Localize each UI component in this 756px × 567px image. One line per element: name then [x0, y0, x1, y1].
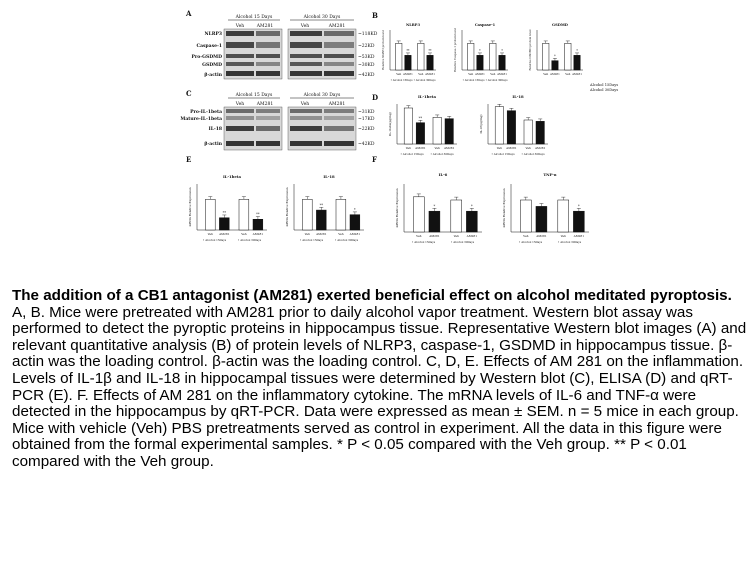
panel-a-size-label: ~22KD [358, 44, 375, 49]
panel-a-veh-2: Veh [300, 24, 310, 29]
panel-c-letter: C [186, 89, 192, 98]
chart-bar [573, 211, 584, 232]
chart-bar [205, 199, 215, 230]
chart-y-label: mRNA Relative Expression [285, 187, 289, 227]
chart-group-label: • Alcohol 30Days [485, 79, 508, 82]
chart-tick-label: Veh [453, 234, 459, 238]
panel-c-veh-2: Veh [300, 102, 310, 107]
chart-group-label: • Alcohol 30Days [237, 239, 262, 242]
chart-tick-label: AM281 [534, 146, 546, 150]
caption-body: A, B. Mice were pretreated with AM281 prior to daily alcohol vapor treatment. Western blot assay was performed to detect the pyroptic proteins in hippocampus tissue. Representative Western blot images (A) and relevant quantitative analysis (B) of protein levels of NLRP3, caspase-1, GSDMD in hippocampus tissue. β-actin was the loading control. β-actin was the loading control. C, D, E. Effects of AM 281 on the inflammation. Levels of IL-1β and IL-18 in hippocampal tissues were determined by Western blot (C), ELISA (D) and qRT-PCR (E). F. Effects of AM 281 on the inflammatory cytokine. The mRNA levels of IL-6 and TNF-α were detected in the hippocampus by qRT-PCR. Data were expressed as mean ± SEM. n = 5 mice in each group. Mice with vehicle (Veh) PBS pretreatments served as control in experiment. All the data in this figure were obtained from the formal experimental samples. * P < 0.05 compared with the Veh group. ** P < 0.01 compared with the Veh group. [12, 303, 747, 470]
chart-bar [499, 55, 505, 70]
chart-bar [574, 55, 580, 70]
chart-significance: * [501, 48, 503, 53]
chart-5 [479, 94, 548, 156]
chart-bar [466, 211, 477, 232]
chart-bar [416, 123, 424, 144]
chart-significance: ** [319, 203, 324, 208]
panel-d-letter: D [372, 93, 379, 102]
chart-significance: ** [256, 212, 260, 217]
chart-group-label: • Alcohol 15Days [299, 239, 324, 242]
panel-a-am-2: AM281 [328, 24, 346, 29]
panel-a [185, 9, 378, 79]
chart-bar [468, 43, 474, 70]
chart-significance: ** [428, 48, 432, 53]
panel-a-veh-1: Veh [235, 24, 245, 29]
chart-tick-label: Veh [490, 72, 496, 76]
chart-bar [490, 43, 496, 70]
chart-bar [495, 107, 503, 144]
panel-b-legend [589, 83, 618, 92]
panel-c [180, 89, 374, 150]
chart-y-label: IL-1beta(pg/mg) [388, 112, 392, 136]
chart-group-label: • Alcohol 30Days [521, 153, 545, 156]
chart-title: IL-1beta [417, 94, 437, 99]
chart-bar [405, 55, 411, 70]
chart-significance: * [578, 204, 580, 209]
caption-title: The addition of a CB1 antagonist (AM281) exerted beneficial effect on alcohol meditated pyroptosis. [12, 287, 732, 304]
chart-3 [528, 23, 583, 76]
chart-4 [388, 94, 457, 156]
chart-group-label: • Alcohol 15Days [411, 241, 436, 244]
chart-tick-label: AM281 [429, 234, 440, 238]
chart-bar [507, 111, 515, 144]
chart-tick-label: Veh [434, 146, 440, 150]
chart-tick-label: AM281 [506, 146, 517, 150]
chart-tick-label: AM281 [475, 72, 485, 76]
chart-tick-label: AM281 [219, 232, 230, 236]
chart-significance: * [471, 204, 473, 209]
chart-tick-label: Veh [338, 232, 344, 236]
panel-a-group15: Alcohol 15 Days [235, 15, 273, 20]
chart-tick-label: AM281 [572, 72, 582, 76]
panel-c-size-label: ~31KD [358, 110, 375, 115]
chart-significance: ** [222, 210, 227, 215]
chart-tick-label: AM281 [349, 232, 361, 236]
panel-a-group30: Alcohol 30 Days [303, 15, 341, 20]
chart-group-label: • Alcohol 30Days [450, 241, 475, 244]
panel-a-size-label: ~30KD [358, 63, 375, 68]
chart-bar [433, 117, 441, 144]
chart-bar [404, 108, 412, 144]
chart-bar [552, 61, 558, 70]
chart-bar [396, 43, 402, 70]
chart-tick-label: Veh [560, 234, 566, 238]
panel-c-veh-1: Veh [235, 102, 245, 107]
panel-c-size-label: ~22KD [358, 127, 375, 132]
chart-bar [445, 119, 453, 144]
chart-y-label: Relative NLRP3 protein level [381, 30, 385, 70]
chart-significance: * [354, 207, 356, 212]
panel-c-am-2: AM281 [328, 102, 346, 107]
chart-tick-label: Veh [543, 72, 549, 76]
chart-significance: ** [418, 116, 423, 121]
panel-c-am-1: AM281 [256, 102, 274, 107]
chart-tick-label: AM281 [252, 232, 264, 236]
chart-title: IL-6 [438, 172, 448, 177]
chart-significance: ** [406, 48, 410, 53]
panel-a-am-1: AM281 [256, 24, 274, 29]
chart-tick-label: Veh [416, 234, 422, 238]
panel-c-row-label: Pro-IL-1beta [190, 110, 222, 115]
chart-2 [453, 23, 508, 82]
chart-significance: * [433, 204, 436, 209]
chart-bar [302, 199, 312, 230]
figure-caption [12, 288, 748, 471]
chart-bar [536, 121, 544, 144]
chart-tick-label: Veh [418, 72, 424, 76]
panel-a-row-label: Caspase-1 [196, 44, 222, 49]
chart-tick-label: AM281 [536, 234, 547, 238]
chart-bar [429, 211, 440, 232]
chart-title: IL-18 [323, 174, 335, 179]
chart-tick-label: AM281 [466, 234, 478, 238]
chart-group-label: • Alcohol 30Days [430, 153, 454, 156]
chart-tick-label: Veh [565, 72, 571, 76]
chart-group-label: • Alcohol 15Days [390, 79, 413, 82]
panel-a-size-label: ~42KD [358, 73, 375, 78]
chart-tick-label: AM281 [573, 234, 585, 238]
chart-tick-label: Veh [468, 72, 474, 76]
panel-c-size-label: ~42KD [358, 142, 375, 147]
chart-tick-label: Veh [304, 232, 310, 236]
chart-group-label: • Alcohol 15Days [202, 239, 227, 242]
panel-c-group15: Alcohol 15 Days [235, 93, 273, 98]
chart-significance: * [479, 48, 481, 53]
chart-bar [350, 215, 360, 230]
chart-tick-label: AM281 [316, 232, 327, 236]
chart-group-label: • Alcohol 15Days [462, 79, 485, 82]
panel-b-letter: B [372, 11, 378, 20]
chart-6 [188, 174, 267, 242]
chart-bar [558, 200, 569, 232]
panel-c-row-label: IL-18 [208, 127, 222, 132]
chart-tick-label: Veh [496, 146, 503, 150]
chart-title: NLRP3 [405, 23, 421, 27]
panel-c-group30: Alcohol 30 Days [303, 93, 341, 98]
chart-tick-label: AM281 [425, 72, 435, 76]
chart-tick-label: Veh [396, 72, 402, 76]
chart-title: IL-1beta [222, 174, 242, 179]
chart-title: IL-18 [512, 94, 524, 99]
figure-panels [0, 0, 756, 280]
chart-1 [381, 23, 436, 82]
panel-b-legend-15: Alcohol 15Days [590, 83, 619, 87]
chart-y-label: mRNA Relative Expression [395, 188, 399, 228]
chart-bar [253, 219, 263, 230]
chart-bar [219, 218, 229, 230]
chart-group-label: • Alcohol 15Days [491, 153, 515, 156]
chart-tick-label: AM281 [497, 72, 507, 76]
panel-b-legend-30: Alcohol 30Days [590, 88, 619, 92]
chart-tick-label: Veh [405, 146, 412, 150]
chart-bar [239, 199, 249, 230]
chart-bar [427, 55, 433, 70]
chart-bar [524, 120, 532, 144]
chart-tick-label: Veh [241, 232, 247, 236]
chart-group-label: • Alcohol 30Days [557, 241, 582, 244]
chart-9 [502, 172, 589, 244]
chart-tick-label: AM281 [415, 146, 426, 150]
chart-bar [413, 197, 424, 232]
chart-bar [543, 43, 549, 70]
chart-bar [536, 206, 547, 232]
chart-tick-label: Veh [207, 232, 213, 236]
chart-tick-label: Veh [523, 234, 529, 238]
chart-title: GSDMD [552, 23, 568, 27]
chart-tick-label: AM281 [550, 72, 560, 76]
chart-tick-label: AM281 [443, 146, 455, 150]
chart-tick-label: Veh [525, 146, 531, 150]
chart-group-label: • Alcohol 15Days [400, 153, 424, 156]
panel-a-row-label: NLRP3 [204, 32, 222, 37]
chart-y-label: Relative GSDMD protein level [528, 29, 532, 71]
chart-significance: * [576, 48, 578, 53]
panel-e-letter: E [186, 155, 192, 164]
chart-bar [565, 43, 571, 70]
panel-a-row-label: Pro-GSDMD [191, 55, 222, 60]
chart-title: TNF-α [543, 172, 557, 177]
panel-a-size-label: ~118KD [358, 32, 378, 37]
chart-y-label: mRNA Relative Expression [502, 188, 506, 228]
panel-a-size-label: ~53KD [358, 55, 375, 60]
chart-y-label: Relative Caspase-1 protein level [453, 28, 457, 72]
chart-group-label: • Alcohol 30Days [413, 79, 436, 82]
chart-bar [418, 43, 424, 70]
chart-significance: * [554, 54, 556, 59]
chart-y-label: IL-18(pg/mg) [479, 114, 483, 134]
chart-group-label: • Alcohol 30Days [334, 239, 359, 242]
chart-bar [477, 55, 483, 70]
chart-bar [336, 199, 346, 230]
chart-8 [395, 172, 482, 244]
panel-c-row-label: Mature-IL-1beta [180, 117, 222, 122]
panel-c-row-label: β-actin [204, 142, 222, 147]
chart-bar [520, 200, 531, 232]
panel-a-letter: A [186, 9, 192, 18]
panel-f-letter: F [372, 155, 377, 164]
chart-group-label: • Alcohol 15Days [518, 241, 543, 244]
panel-a-row-label: GSDMD [202, 63, 222, 68]
chart-tick-label: AM281 [403, 72, 413, 76]
chart-y-label: mRNA Relative Expression [188, 187, 192, 227]
chart-title: Caspase-1 [474, 23, 496, 27]
panel-c-size-label: ~17KD [358, 117, 375, 122]
chart-bar [451, 200, 462, 232]
chart-7 [285, 174, 364, 242]
panel-a-row-label: β-actin [204, 73, 222, 78]
chart-bar [316, 210, 326, 230]
